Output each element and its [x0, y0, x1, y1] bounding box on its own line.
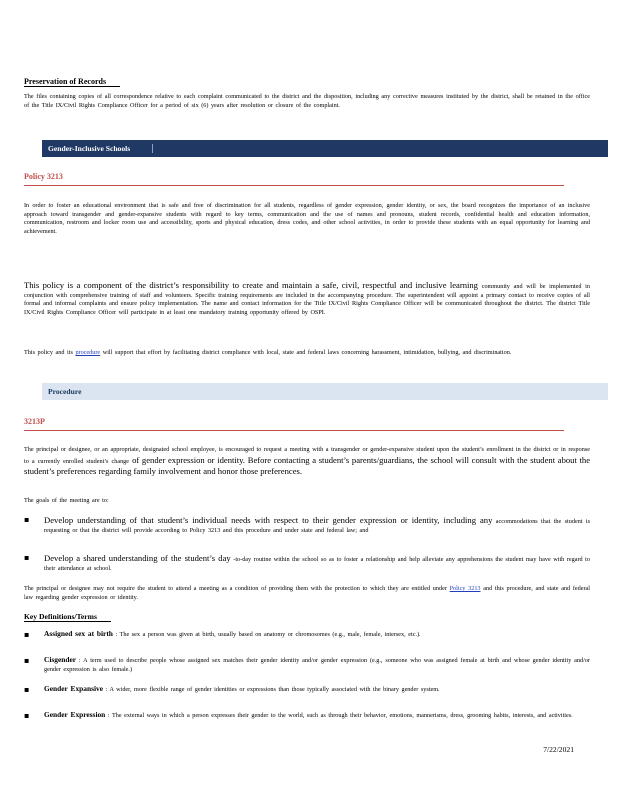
policy-paragraph-2-lead: This policy is a component of the district’s responsibility to create and maintain a safe, civil, respectful and inclusive learning	[24, 280, 478, 290]
policy-paragraph-3-after: will support that effort by facilitating district compliance with local, state and federal laws concerning harassment, intimidation, bullying, and discrimination.	[102, 349, 512, 356]
procedure-paragraph-1-lead: of gender expression or identity. Before contacting a student’s parents/guardians, the school will consult with the student about the student’s preferences regarding family involvement and honor those preferences.	[24, 454, 591, 477]
footer-date: 7/22/2021	[543, 745, 574, 754]
procedure-paragraph-2	[24, 585, 590, 602]
definitions-heading: Key Definitions/Terms	[24, 612, 111, 622]
policy-paragraph-2	[24, 280, 590, 317]
definition-term: Gender Expression	[44, 710, 106, 719]
goal-bullet-1-rest: accommodations that the student is requesting or that the district will provide according to Policy 3213 and this procedure and under state and federal law; and	[44, 518, 591, 534]
policy-paragraph-3	[24, 349, 590, 358]
goal-bullet-2-rest: -to-day routine within the school so as to foster a relationship and help alleviate any apprehensions the student may have with regard to their attendance at school.	[44, 556, 590, 572]
procedure-banner-label: Procedure	[48, 387, 82, 396]
bullet-icon: ▪	[24, 630, 30, 639]
procedure-paragraph-1-small: The principal or designee, or an appropriate, designated school employee, is encouraged to request a meeting with a transgender or gender-expansive student upon the student’s enrollment in the district or in response to a currently enrolled student’s change	[24, 446, 590, 465]
definition-text: : The external ways in which a person expresses their gender to the world, such as through their behavior, emotions, mannerisms, dress, grooming habits, interests, and activities.	[107, 712, 573, 719]
policy-3213-link[interactable]: Policy 3213	[449, 585, 481, 592]
procedure-link[interactable]: procedure	[75, 349, 101, 356]
preservation-heading: Preservation of Records	[24, 77, 120, 87]
definition-text: : A term used to describe people whose assigned sex matches their gender identity and/or gender expression (e.g., someone who was assigned female at birth and whose gender identity and/or gender expression is also female.)	[44, 657, 590, 673]
policy-paragraph-2-rest: community and will be implemented in conjunction with comprehensive training of staff and volunteers. Specific training requirements are included in the accompanying procedure. The superintendent will appoint a primary contact to receive copies of all formal and informal complaints and ensure policy implementation. The name and contact information for the Title IX/Civil Rights Compliance Officer will be communicated throughout the district. The district Title IX/Civil Rights Compliance Officer will participate in at least one mandatory training opportunity offered by OSPI.	[24, 283, 590, 316]
definition-text: : The sex a person was given at birth, usually based on anatomy or chromosomes (e.g., male, female, intersex, etc.).	[115, 631, 421, 638]
bullet-icon: ▪	[24, 656, 30, 665]
gender-inclusive-banner-label: Gender-Inclusive Schools	[48, 144, 153, 153]
bullet-icon: ▪	[24, 515, 30, 524]
preservation-paragraph: The files containing copies of all correspondence relative to each complaint communicated to the district and the disposition, including any corrective measures instituted by the district, shall be retained in the office of the Title IX/Civil Rights Compliance Officer for a period of six (6) years after resolution or closure of the complaint.	[24, 93, 590, 109]
definition-term: Assigned sex at birth	[44, 629, 113, 638]
procedure-banner	[42, 383, 608, 400]
procedure-paragraph-2-before: The principal or designee may not require the student to attend a meeting as a condition of providing them with the protection to which they are entitled under	[24, 585, 447, 592]
procedure-label: 3213P	[24, 417, 45, 426]
procedure-paragraph-2-after: and this procedure, and state and federal law regarding gender expression or identity.	[24, 585, 591, 601]
goals-intro: The goals of the meeting are to:	[24, 497, 109, 504]
goal-bullet-1-lead: Develop understanding of that student’s individual needs with respect to their gender expression or identity, including any	[44, 515, 493, 525]
policy-divider	[24, 185, 564, 186]
procedure-divider	[24, 430, 564, 431]
definition-term: Cisgender	[44, 655, 77, 664]
procedure-paragraph-1	[24, 446, 590, 478]
definition-text: : A wider, more flexible range of gender identities or expressions than those typically associated with the binary gender system.	[105, 686, 440, 693]
bullet-icon: ▪	[24, 711, 30, 720]
definition-term: Gender Expansive	[44, 684, 103, 693]
policy-paragraph-3-before: This policy and its	[24, 349, 73, 356]
gender-inclusive-banner	[42, 140, 608, 157]
bullet-icon: ▪	[24, 553, 30, 562]
bullet-icon: ▪	[24, 685, 30, 694]
policy-label: Policy 3213	[24, 172, 63, 181]
policy-paragraph-1: In order to foster an educational environment that is safe and free of discrimination for all students, regardless of gender expression, gender identity, or sex, the board recognizes the importance of an inclusive approach toward transgender and gender-expansive students with regard to key terms, communication and the use of names and pronouns, student records, confidential health and education information, communication, restroom and locker room use and accessibility, sports and physical education, dress codes, and other school activities, in order to provide these students with an equal opportunity for learning and achievement.	[24, 202, 590, 235]
goal-bullet-2-lead: Develop a shared understanding of the student’s day	[44, 553, 231, 563]
